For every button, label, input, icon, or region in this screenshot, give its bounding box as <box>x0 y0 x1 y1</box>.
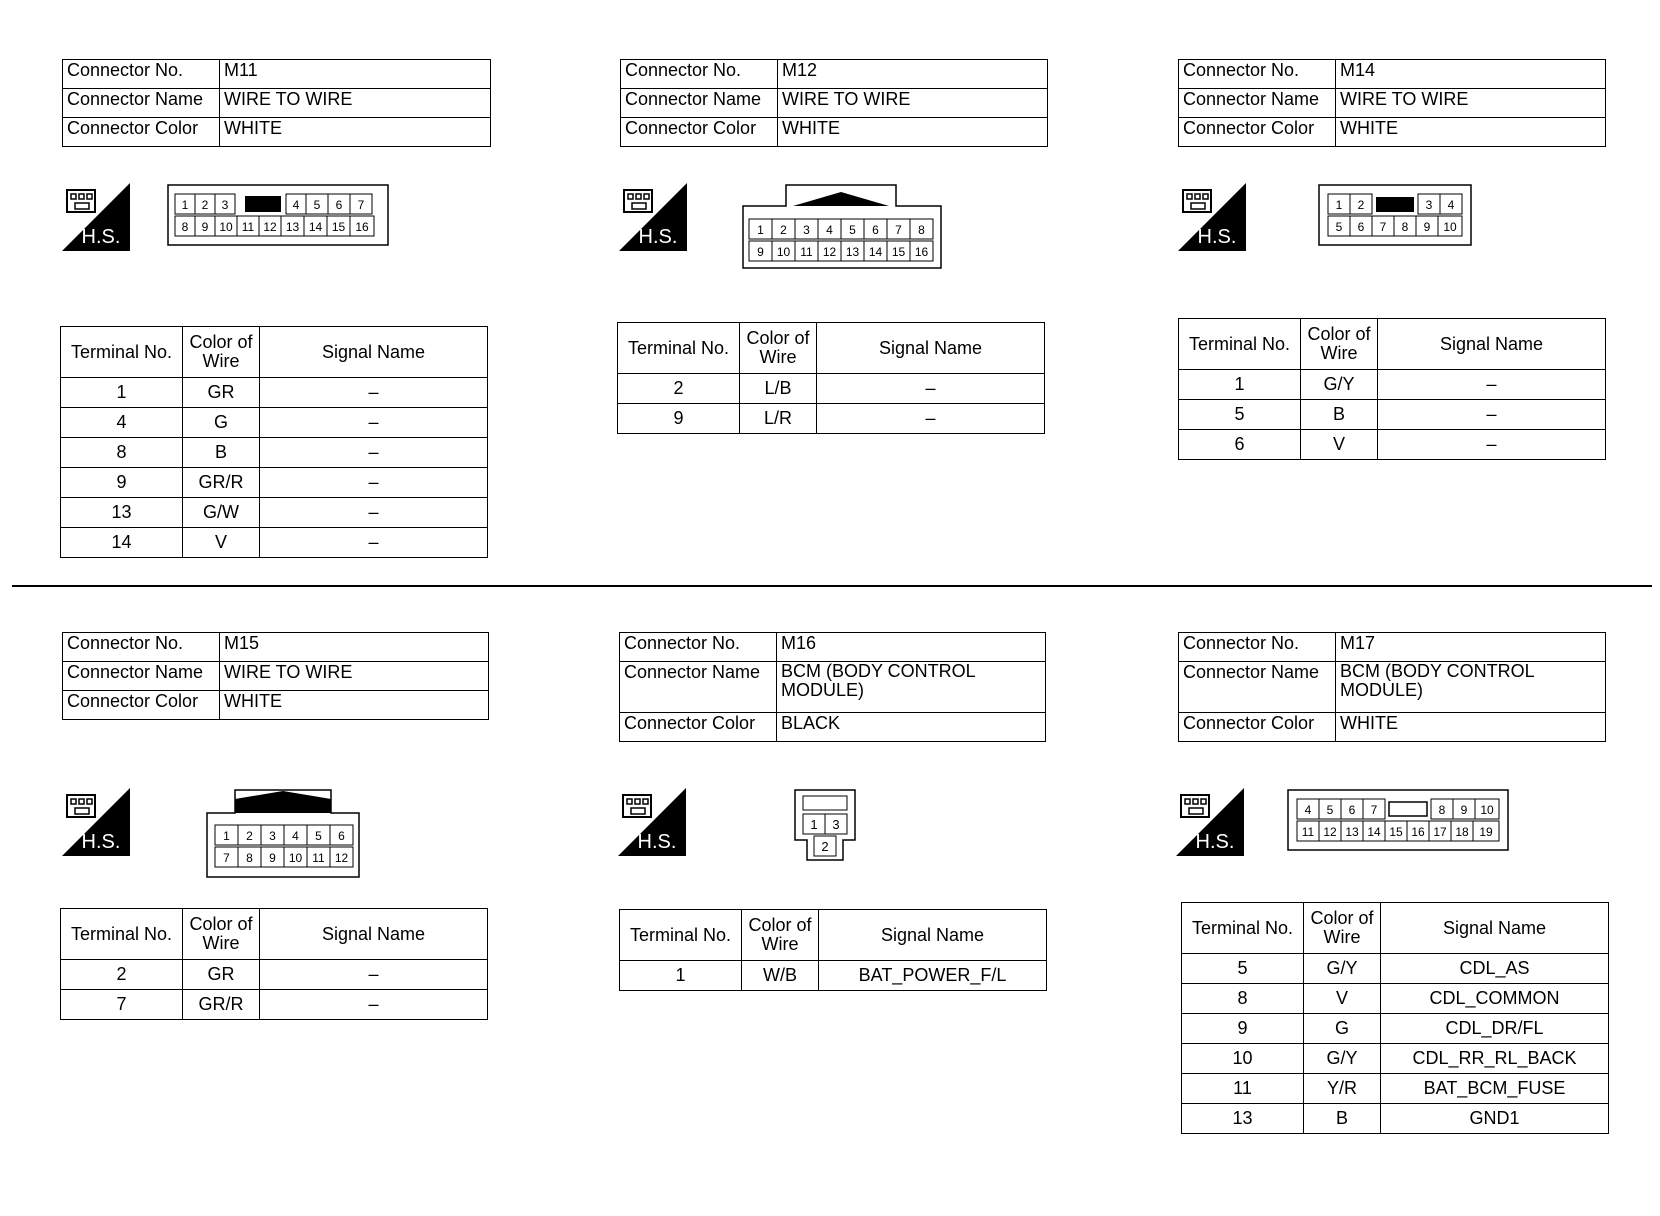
connector-no-value: M15 <box>220 633 489 662</box>
terminal-table-m17 <box>1181 902 1609 1134</box>
connector-name-value: WIRE TO WIRE <box>220 89 491 118</box>
harness-side-icon <box>1176 788 1244 856</box>
pin: 6 <box>872 223 879 237</box>
pin: 3 <box>832 817 840 832</box>
table-row: 14 V – <box>61 528 488 558</box>
pin: 12 <box>263 220 277 234</box>
table-row: 8 V CDL_COMMON <box>1182 984 1609 1014</box>
connector-no-label: Connector No. <box>621 60 778 89</box>
pin: 10 <box>776 245 791 259</box>
connector-info-table-m17 <box>1178 632 1606 742</box>
harness-side-icon <box>62 183 130 251</box>
connector-name-value: BCM (BODY CONTROL MODULE) <box>1336 662 1606 713</box>
pin: 11 <box>241 220 255 234</box>
pin: 15 <box>331 220 346 234</box>
terminal-no-header: Terminal No. <box>620 910 742 961</box>
terminal-no-header: Terminal No. <box>61 909 183 960</box>
connector-color-value: WHITE <box>220 691 489 720</box>
pin: 9 <box>757 245 764 259</box>
svg-text:H.S.: H.S. <box>1195 831 1235 853</box>
connector-face-m16 <box>793 788 857 867</box>
connector-color-value: BLACK <box>777 713 1046 742</box>
pin: 6 <box>1348 803 1356 817</box>
pin: 7 <box>357 198 365 212</box>
table-row: 8 B – <box>61 438 488 468</box>
connector-no-value: M11 <box>220 60 491 89</box>
connector-color-value: WHITE <box>1336 118 1606 147</box>
terminal-table-m15 <box>60 908 488 1020</box>
pin: 8 <box>181 220 189 234</box>
pin: 11 <box>312 851 325 865</box>
table-row: 9 GR/R – <box>61 468 488 498</box>
pin: 9 <box>1423 220 1431 234</box>
connector-name-label: Connector Name <box>620 662 777 713</box>
pin: 1 <box>181 198 189 212</box>
color-of-wire-header: Color of Wire <box>1301 319 1378 370</box>
terminal-table-m11 <box>60 326 488 558</box>
color-of-wire-header: Color of Wire <box>183 909 260 960</box>
connector-face-m17 <box>1287 789 1509 856</box>
connector-no-value: M16 <box>777 633 1046 662</box>
pin: 4 <box>292 829 299 843</box>
table-row: 2 GR – <box>61 960 488 990</box>
locking-tab <box>245 196 281 212</box>
pin: 5 <box>1335 220 1343 234</box>
table-row: 5 G/Y CDL_AS <box>1182 954 1609 984</box>
connector-info-table-m11 <box>62 59 491 147</box>
harness-side-icon <box>62 788 130 856</box>
pin: 3 <box>221 198 229 212</box>
connector-info-table-m14 <box>1178 59 1606 147</box>
connector-no-label: Connector No. <box>1179 633 1336 662</box>
connector-color-label: Connector Color <box>1179 118 1336 147</box>
pin: 1 <box>1335 198 1343 212</box>
connector-face-m15 <box>205 789 361 884</box>
table-row: 7 GR/R – <box>61 990 488 1020</box>
pin: 16 <box>355 220 369 234</box>
terminal-no-header: Terminal No. <box>1182 903 1304 954</box>
pin: 11 <box>1301 825 1315 839</box>
connector-no-label: Connector No. <box>1179 60 1336 89</box>
pin: 5 <box>1326 803 1334 817</box>
connector-color-label: Connector Color <box>1179 713 1336 742</box>
signal-name-header: Signal Name <box>1378 319 1606 370</box>
signal-name-header: Signal Name <box>1381 903 1609 954</box>
pin: 10 <box>288 851 303 865</box>
pin: 3 <box>1425 198 1433 212</box>
pin: 9 <box>201 220 209 234</box>
pin: 14 <box>1367 825 1381 839</box>
terminal-table-m12 <box>617 322 1045 434</box>
terminal-table-m16 <box>619 909 1047 991</box>
pin: 8 <box>1401 220 1409 234</box>
connector-face-m11 <box>167 184 389 251</box>
pin: 16 <box>1411 825 1425 839</box>
table-row: 5 B – <box>1179 400 1606 430</box>
pin: 1 <box>757 223 764 237</box>
pin: 17 <box>1433 825 1447 839</box>
table-row: 10 G/Y CDL_RR_RL_BACK <box>1182 1044 1609 1074</box>
harness-side-icon <box>619 183 687 251</box>
signal-name-header: Signal Name <box>260 909 488 960</box>
pin: 1 <box>223 829 230 843</box>
connector-color-value: WHITE <box>1336 713 1606 742</box>
pin: 10 <box>1480 803 1494 817</box>
harness-side-icon <box>618 788 686 856</box>
table-row: 9 L/R – <box>618 404 1045 434</box>
table-row: 11 Y/R BAT_BCM_FUSE <box>1182 1074 1609 1104</box>
pin: 1 <box>810 817 818 832</box>
connector-color-label: Connector Color <box>621 118 778 147</box>
connector-info-table-m12 <box>620 59 1048 147</box>
pin: 12 <box>334 851 349 865</box>
harness-side-icon <box>1178 183 1246 251</box>
connector-name-value: WIRE TO WIRE <box>1336 89 1606 118</box>
pin: 8 <box>918 223 925 237</box>
connector-no-value: M17 <box>1336 633 1606 662</box>
pin: 5 <box>315 829 322 843</box>
table-row: 2 L/B – <box>618 374 1045 404</box>
connector-no-value: M12 <box>778 60 1048 89</box>
pin: 6 <box>335 198 343 212</box>
connector-face-m14 <box>1318 184 1472 251</box>
pin: 6 <box>1357 220 1365 234</box>
signal-name-header: Signal Name <box>817 323 1045 374</box>
signal-name-header: Signal Name <box>819 910 1047 961</box>
pin: 9 <box>1460 803 1468 817</box>
pin: 8 <box>246 851 253 865</box>
connector-name-value: WIRE TO WIRE <box>220 662 489 691</box>
locking-tab <box>1376 197 1414 212</box>
pin: 16 <box>914 245 929 259</box>
connector-color-value: WHITE <box>220 118 491 147</box>
pin: 12 <box>1323 825 1337 839</box>
connector-info-table-m16 <box>619 632 1046 742</box>
terminal-no-header: Terminal No. <box>61 327 183 378</box>
pin: 4 <box>1447 198 1455 212</box>
pin: 4 <box>292 198 300 212</box>
pin: 2 <box>780 223 787 237</box>
terminal-no-header: Terminal No. <box>1179 319 1301 370</box>
connector-color-value: WHITE <box>778 118 1048 147</box>
connector-name-label: Connector Name <box>621 89 778 118</box>
color-of-wire-header: Color of Wire <box>742 910 819 961</box>
connector-no-value: M14 <box>1336 60 1606 89</box>
color-of-wire-header: Color of Wire <box>1304 903 1381 954</box>
pin: 10 <box>219 220 233 234</box>
pin: 10 <box>1443 220 1457 234</box>
pin: 11 <box>800 245 813 259</box>
pin: 8 <box>1438 803 1446 817</box>
svg-text:H.S.: H.S. <box>638 226 678 248</box>
pin: 3 <box>803 223 810 237</box>
pin: 6 <box>338 829 345 843</box>
pin: 13 <box>285 220 300 234</box>
connector-no-label: Connector No. <box>620 633 777 662</box>
pin: 13 <box>845 245 860 259</box>
pin: 3 <box>269 829 276 843</box>
terminal-no-header: Terminal No. <box>618 323 740 374</box>
connector-no-label: Connector No. <box>63 633 220 662</box>
table-row: 1 GR – <box>61 378 488 408</box>
pin: 7 <box>1379 220 1387 234</box>
pin: 7 <box>895 223 902 237</box>
color-of-wire-header: Color of Wire <box>740 323 817 374</box>
connector-name-value: BCM (BODY CONTROL MODULE) <box>777 662 1046 713</box>
table-row: 13 B GND1 <box>1182 1104 1609 1134</box>
table-row: 1 W/B BAT_POWER_F/L <box>620 961 1047 991</box>
pin: 5 <box>313 198 321 212</box>
connector-color-label: Connector Color <box>620 713 777 742</box>
pin: 5 <box>849 223 856 237</box>
connector-name-value: WIRE TO WIRE <box>778 89 1048 118</box>
connector-name-label: Connector Name <box>63 89 220 118</box>
pin: 18 <box>1455 825 1469 839</box>
pin: 2 <box>821 839 829 854</box>
table-row: 6 V – <box>1179 430 1606 460</box>
pin: 19 <box>1479 825 1493 839</box>
terminal-table-m14 <box>1178 318 1606 460</box>
connector-color-label: Connector Color <box>63 118 220 147</box>
pin: 2 <box>246 829 253 843</box>
svg-text:H.S.: H.S. <box>81 226 121 248</box>
pin: 7 <box>223 851 230 865</box>
table-row: 1 G/Y – <box>1179 370 1606 400</box>
connector-no-label: Connector No. <box>63 60 220 89</box>
pin: 9 <box>269 851 276 865</box>
connector-name-label: Connector Name <box>1179 662 1336 713</box>
pin: 12 <box>822 245 837 259</box>
signal-name-header: Signal Name <box>260 327 488 378</box>
svg-text:H.S.: H.S. <box>1197 226 1237 248</box>
connector-face-m12 <box>741 184 943 275</box>
table-row: 13 G/W – <box>61 498 488 528</box>
connector-color-label: Connector Color <box>63 691 220 720</box>
pin: 2 <box>1357 198 1365 212</box>
svg-text:H.S.: H.S. <box>637 831 677 853</box>
pin: 15 <box>891 245 906 259</box>
pin: 14 <box>308 220 323 234</box>
pin: 13 <box>1345 825 1359 839</box>
table-row: 4 G – <box>61 408 488 438</box>
color-of-wire-header: Color of Wire <box>183 327 260 378</box>
connector-name-label: Connector Name <box>63 662 220 691</box>
section-divider <box>12 585 1652 587</box>
pin: 2 <box>201 198 209 212</box>
pin: 15 <box>1389 825 1403 839</box>
connector-info-table-m15 <box>62 632 489 720</box>
pin: 4 <box>826 223 833 237</box>
table-row: 9 G CDL_DR/FL <box>1182 1014 1609 1044</box>
pin: 7 <box>1370 803 1378 817</box>
connector-name-label: Connector Name <box>1179 89 1336 118</box>
pin: 4 <box>1304 803 1312 817</box>
svg-text:H.S.: H.S. <box>81 831 121 853</box>
pin: 14 <box>868 245 883 259</box>
